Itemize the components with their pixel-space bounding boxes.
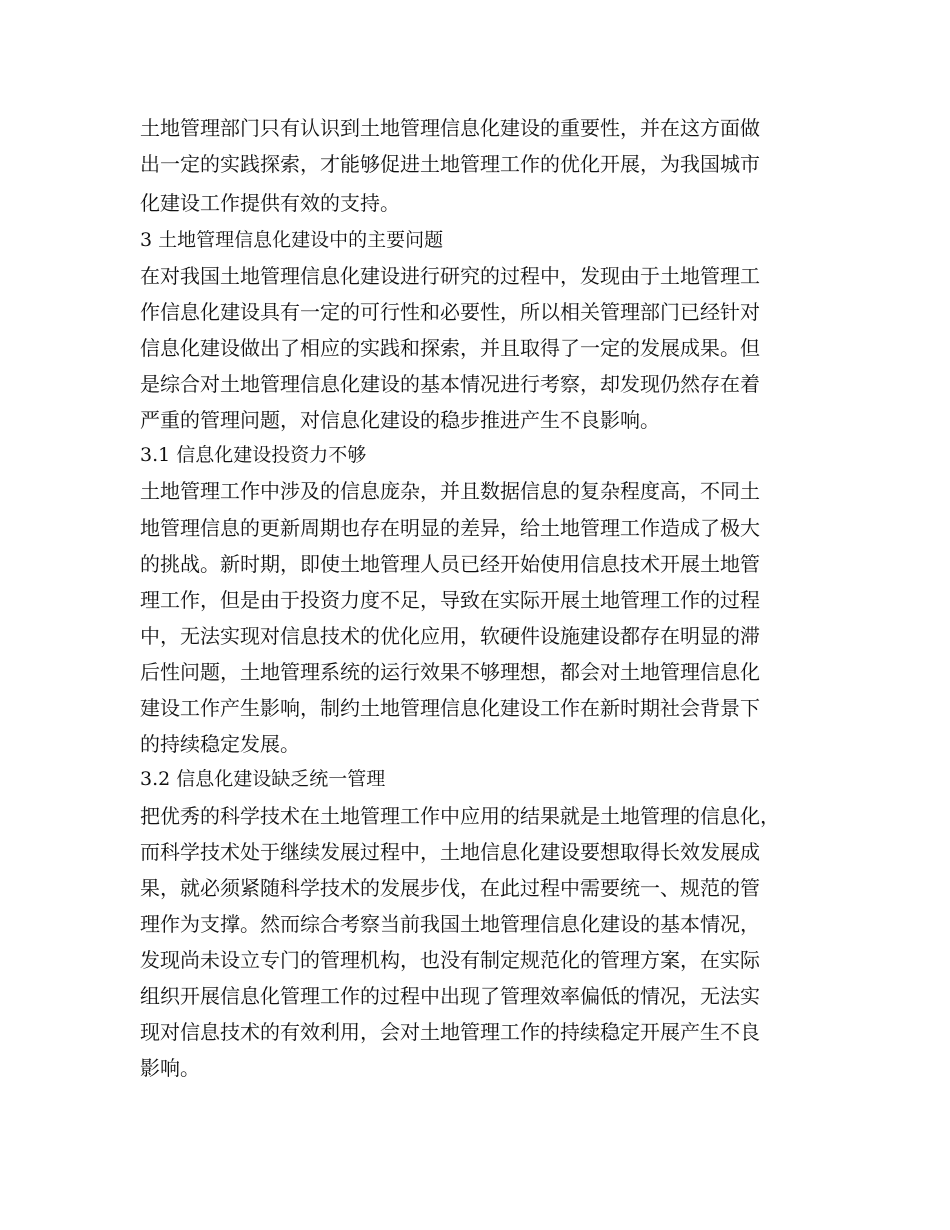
paragraph-line: 严重的管理问题，对信息化建设的稳步推进产生不良影响。 [140,408,660,432]
paragraph-line: 化建设工作提供有效的支持。 [140,191,400,215]
paragraph-line: 而科学技术处于继续发展过程中，土地信息化建设要想取得长效发展成 [140,840,760,864]
paragraph-line: 发现尚未设立专门的管理机构，也没有制定规范化的管理方案，在实际 [140,948,760,972]
paragraph-line: 的持续稳定发展。 [140,732,300,756]
paragraph-line: 出一定的实践探索，才能够促进土地管理工作的优化开展，为我国城市 [140,152,760,176]
paragraph-line: 作信息化建设具有一定的可行性和必要性，所以相关管理部门已经针对 [140,300,760,324]
paragraph-line: 理作为支撑。然而综合考察当前我国土地管理信息化建设的基本情况， [140,912,760,936]
paragraph-line: 现对信息技术的有效利用，会对土地管理工作的持续稳定开展产生不良 [140,1020,760,1044]
paragraph-line: 在对我国土地管理信息化建设进行研究的过程中，发现由于土地管理工 [140,264,760,288]
paragraph-line: 土地管理部门只有认识到土地管理信息化建设的重要性，并在这方面做 [140,116,760,140]
section-heading: 3 土地管理信息化建设中的主要问题 [140,229,444,251]
section-heading: 3.1 信息化建设投资力不够 [140,444,367,466]
paragraph-line: 组织开展信息化管理工作的过程中出现了管理效率偏低的情况，无法实 [140,984,760,1008]
paragraph-line: 土地管理工作中涉及的信息庞杂，并且数据信息的复杂程度高，不同土 [140,479,760,503]
paragraph-line: 地管理信息的更新周期也存在明显的差异，给土地管理工作造成了极大 [140,516,760,540]
paragraph-line: 影响。 [140,1056,200,1080]
paragraph-line: 果，就必须紧随科学技术的发展步伐，在此过程中需要统一、规范的管 [140,876,760,900]
paragraph-line: 是综合对土地管理信息化建设的基本情况进行考察，却发现仍然存在着 [140,372,760,396]
paragraph-line: 建设工作产生影响，制约土地管理信息化建设工作在新时期社会背景下 [140,696,760,720]
paragraph-line: 后性问题，土地管理系统的运行效果不够理想，都会对土地管理信息化 [140,660,760,684]
paragraph-line: 信息化建设做出了相应的实践和探索，并且取得了一定的发展成果。但 [140,336,760,360]
paragraph-line: 中，无法实现对信息技术的优化应用，软硬件设施建设都存在明显的滞 [140,624,760,648]
paragraph-line: 把优秀的科学技术在土地管理工作中应用的结果就是土地管理的信息化， [140,804,780,828]
section-heading: 3.2 信息化建设缺乏统一管理 [140,768,386,790]
paragraph-line: 理工作，但是由于投资力度不足，导致在实际开展土地管理工作的过程 [140,588,760,612]
paragraph-line: 的挑战。新时期，即使土地管理人员已经开始使用信息技术开展土地管 [140,552,760,576]
